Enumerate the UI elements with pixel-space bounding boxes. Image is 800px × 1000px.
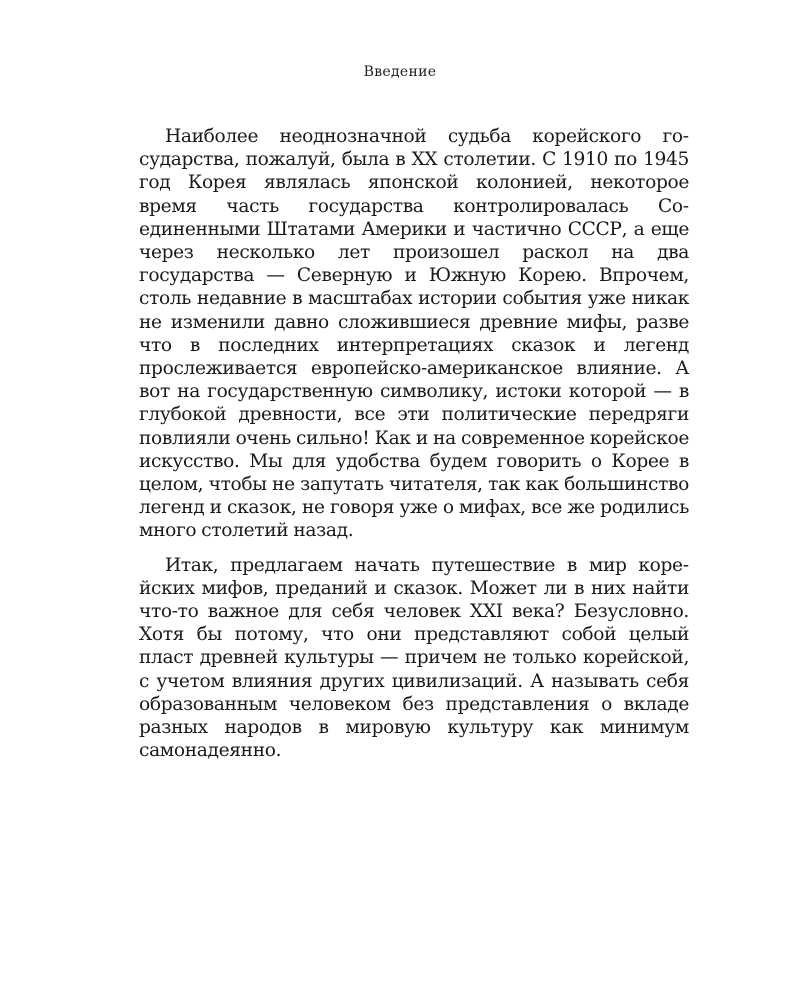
paragraph-1: Наиболее неоднозначной судьба корейского государства, пожалуй, была в XX столетии. С 1910 по 1945 год Корея являлась японской колонией, некоторое время часть государства контролировалась Соединенными Штатами Америки и частично СССР, а еще через несколько лет произошел раскол на два государства — Северную и Южную Корею. Впрочем, столь недавние в масштабах истории события уже никак не изменили давно сложившиеся древние мифы, разве что в последних интерпретациях сказок и легенд прослеживается европейско-американское влияние. А вот на государственную символику, истоки которой — в глубокой древности, все эти политические передряги повлияли очень сильно! Как и на современное корейское искусство. Мы для удобства будем говорить о Корее в целом, чтобы не запутать читателя, так как большинство легенд и сказок, не говоря уже о мифах, все же родились много столетий назад. [139,126,689,542]
paragraph-2: Итак, предлагаем начать путешествие в мир корейских мифов, преданий и сказок. Может ли в них найти что-то важное для себя человек XXI века? Безусловно. Хотя бы потому, что они представляют собой целый пласт древней культуры — причем не только корейской, с учетом влияния других цивилизаций. А называть себя образованным человеком без представления о вкладе разных народов в мировую культуру как минимум самонадеянно. [139,554,689,762]
running-head-title: Введение [363,64,437,80]
main-text [139,125,689,762]
